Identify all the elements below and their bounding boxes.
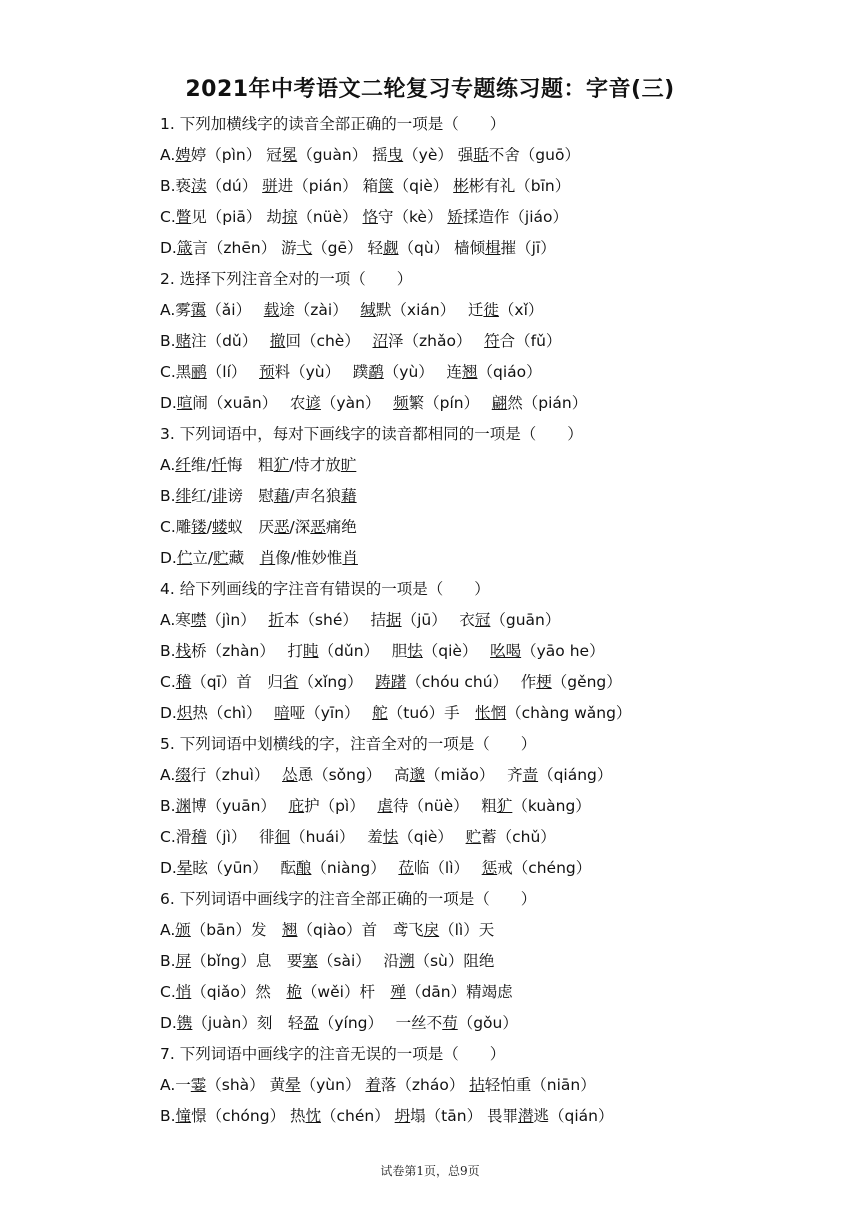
option-line	[160, 853, 850, 884]
option-line	[160, 977, 850, 1008]
question-stem	[160, 884, 850, 915]
underlined-char: 栈	[175, 642, 192, 660]
text-run: 像/惟妙惟	[275, 549, 343, 567]
option-line	[160, 512, 850, 543]
text-run: 行（zhuì）	[190, 766, 283, 784]
text-run: B.	[160, 332, 176, 350]
underlined-char: 纤	[175, 456, 191, 474]
text-run: 恿（sǒng） 高	[297, 766, 410, 784]
text-run: 4. 给下列画线的字注音有错误的一项是（ ）	[160, 580, 490, 598]
text-run: C.滑	[160, 828, 192, 846]
underlined-char: 啬	[522, 766, 539, 784]
option-line	[160, 636, 850, 667]
text-run: 护（pì）	[304, 797, 378, 815]
text-run: （bǐng）息 要	[191, 952, 303, 970]
underlined-char: 撤	[269, 332, 286, 350]
underlined-char: 殚	[390, 983, 406, 1001]
text-run: A.	[160, 456, 176, 474]
text-run: （yùn）	[300, 1076, 366, 1094]
text-run: 婷（pìn） 冠	[190, 146, 282, 164]
underlined-char: 楫	[485, 239, 501, 257]
text-run: 落（zháo）	[380, 1076, 470, 1094]
text-run: 逃（qián）	[533, 1107, 614, 1125]
underlined-char: 藉	[341, 487, 357, 505]
underlined-char: 翘	[281, 921, 298, 939]
text-run: 临（lì）	[413, 859, 482, 877]
text-run: （qiè）	[422, 642, 491, 660]
option-line	[160, 760, 850, 791]
underlined-char: 怯	[382, 828, 399, 846]
underlined-char: 载	[263, 301, 280, 319]
text-run: C.	[160, 208, 176, 226]
text-run: （chén）	[321, 1107, 395, 1125]
underlined-char: 屏	[175, 952, 192, 970]
text-run: 维/	[190, 456, 212, 474]
text-run: A.	[160, 921, 176, 939]
underlined-char: 恶	[274, 518, 290, 536]
option-line	[160, 698, 850, 729]
option-line	[160, 1008, 850, 1039]
page-title: 2021年中考语文二轮复习专题练习题：字音(三)	[185, 77, 675, 102]
text-run: D.	[160, 549, 177, 567]
text-run: 本（shé） 拮	[283, 611, 387, 629]
text-run: （gěng）	[551, 673, 622, 691]
text-run: D.	[160, 1014, 177, 1032]
option-line	[160, 233, 850, 264]
underlined-char: 怯	[407, 642, 423, 660]
underlined-char: 肖	[259, 549, 276, 567]
underlined-char: 晕	[176, 859, 193, 877]
text-run: 轻怕重（niān）	[484, 1076, 596, 1094]
text-run: （miǎo） 齐	[425, 766, 523, 784]
text-run: 塌（tān） 畏罪	[410, 1107, 518, 1125]
text-run: D.	[160, 704, 177, 722]
text-run: （chóu chú） 作	[406, 673, 537, 691]
underlined-char: 冠	[474, 611, 491, 629]
underlined-char: 聒	[473, 146, 489, 164]
text-run: （wěi）杆	[301, 983, 391, 1001]
text-run: （kuàng）	[512, 797, 591, 815]
text-run: 途（zài）	[279, 301, 361, 319]
text-run: 桥（zhàn） 打	[191, 642, 304, 660]
text-run: （chàng wǎng）	[506, 704, 632, 722]
option-line	[160, 388, 850, 419]
text-run: 立/	[192, 549, 214, 567]
text-run: （sài） 沿	[317, 952, 399, 970]
underlined-char: 舵	[372, 704, 388, 722]
text-run: 见（piā） 劫	[191, 208, 282, 226]
underlined-char: 晕	[285, 1076, 301, 1094]
underlined-char: 缄	[360, 301, 376, 319]
text-run: （yíng） 一丝不	[318, 1014, 443, 1032]
option-line	[160, 481, 850, 512]
text-run: （guān）	[490, 611, 561, 629]
text-run: D.	[160, 239, 177, 257]
underlined-char: 恶	[310, 518, 326, 536]
underlined-char: 沼	[372, 332, 389, 350]
underlined-char: 肖	[342, 549, 358, 567]
text-run: B.	[160, 487, 176, 505]
text-run: 回（chè）	[285, 332, 373, 350]
text-run: 博（yuān）	[191, 797, 289, 815]
text-run: （xǐng）	[298, 673, 376, 691]
text-run: B.	[160, 642, 176, 660]
text-run: 憬（chóng） 热	[191, 1107, 306, 1125]
text-run: 1. 下列加横线字的读音全部正确的一项是（ ）	[160, 115, 506, 133]
question-stem	[160, 419, 850, 450]
underlined-char: 庇	[288, 797, 305, 815]
underlined-char: 折	[268, 611, 284, 629]
option-line	[160, 295, 850, 326]
underlined-char: 省	[282, 673, 299, 691]
underlined-char: 忏	[211, 456, 228, 474]
text-run: （bān）发	[190, 921, 282, 939]
underlined-char: 惩	[481, 859, 498, 877]
question-stem	[160, 1039, 850, 1070]
text-run: （xǐ）	[498, 301, 544, 319]
text-run: 繁（pín）	[408, 394, 492, 412]
question-list	[160, 109, 850, 1132]
text-run: 悔 粗	[227, 456, 274, 474]
text-run: （lì）天	[439, 921, 495, 939]
underlined-char: 犷	[496, 797, 513, 815]
underlined-char: 徊	[274, 828, 291, 846]
option-line	[160, 543, 850, 574]
text-run: （shà） 黄	[206, 1076, 286, 1094]
text-run: 谤 慰	[227, 487, 274, 505]
underlined-char: 犷	[273, 456, 290, 474]
underlined-char: 怅惘	[475, 704, 507, 722]
text-run: （yè） 强	[403, 146, 474, 164]
option-line	[160, 202, 850, 233]
underlined-char: 着	[365, 1076, 381, 1094]
underlined-char: 冕	[281, 146, 298, 164]
underlined-char: 娉	[175, 146, 191, 164]
text-run: C.黑	[160, 363, 192, 381]
text-run: （yāo he）	[521, 642, 605, 660]
text-run: （jū） 衣	[401, 611, 475, 629]
text-run: 泽（zhǎo）	[388, 332, 485, 350]
text-run: 彬有礼（bīn）	[468, 177, 571, 195]
text-run: （qù） 樯倾	[398, 239, 486, 257]
text-run: A.雾	[160, 301, 191, 319]
text-run: 闹（xuān） 农	[192, 394, 306, 412]
underlined-char: 桅	[286, 983, 302, 1001]
underlined-char: 拈	[469, 1076, 485, 1094]
text-run: A.寒	[160, 611, 191, 629]
text-run: （gē） 轻	[312, 239, 383, 257]
text-run: （dú）	[206, 177, 263, 195]
underlined-char: 曳	[387, 146, 404, 164]
text-run: /	[206, 518, 212, 536]
option-line	[160, 822, 850, 853]
underlined-char: 徙	[483, 301, 499, 319]
text-run: 眩（yūn） 酝	[192, 859, 296, 877]
text-run: （qiáo）	[477, 363, 542, 381]
question-stem	[160, 264, 850, 295]
text-run: （qī）首 归	[191, 673, 283, 691]
underlined-char: 噤	[190, 611, 207, 629]
underlined-char: 霭	[190, 301, 207, 319]
text-run: （jìn）	[206, 611, 269, 629]
text-run: D.	[160, 394, 177, 412]
underlined-char: 炽	[176, 704, 193, 722]
underlined-char: 蝼	[212, 518, 228, 536]
underlined-char: 坍	[394, 1107, 411, 1125]
text-run: /深	[289, 518, 311, 536]
underlined-char: 骈	[262, 177, 278, 195]
text-run: 蚁 厌	[227, 518, 275, 536]
question-stem	[160, 729, 850, 760]
text-run: D.	[160, 859, 177, 877]
text-run: 痛绝	[325, 518, 357, 536]
underlined-char: 瞥	[175, 208, 192, 226]
text-run: C.	[160, 673, 176, 691]
underlined-char: 盈	[303, 1014, 319, 1032]
text-run: 藏	[228, 549, 260, 567]
text-run: /恃才放	[289, 456, 341, 474]
text-run: （qiè）	[393, 177, 454, 195]
text-run: （dān）精竭虑	[405, 983, 513, 1001]
text-run: 蓄（chǔ）	[481, 828, 556, 846]
text-run: 待（nüè） 粗	[392, 797, 497, 815]
underlined-char: 诽	[211, 487, 228, 505]
text-run: （gǒu）	[457, 1014, 518, 1032]
text-run: 然（pián）	[507, 394, 588, 412]
underlined-char: 伫	[176, 549, 193, 567]
underlined-char: 赌	[175, 332, 192, 350]
underlined-char: 弋	[296, 239, 313, 257]
text-run: 揉造作（jiáo）	[462, 208, 569, 226]
text-run: 热（chì）	[192, 704, 275, 722]
underlined-char: 觑	[382, 239, 399, 257]
option-line	[160, 326, 850, 357]
underlined-char: 莅	[398, 859, 414, 877]
text-run: C.雕	[160, 518, 192, 536]
text-run: 合（fǔ）	[499, 332, 562, 350]
text-run: 3. 下列词语中，每对下画线字的读音都相同的一项是（ ）	[160, 425, 583, 443]
option-line	[160, 667, 850, 698]
text-run: 5. 下列词语中划横线的字，注音全对的一项是（ ）	[160, 735, 537, 753]
text-run: B.	[160, 797, 176, 815]
underlined-char: 藉	[273, 487, 290, 505]
underlined-char: 频	[393, 394, 409, 412]
text-run: A.一	[160, 1076, 191, 1094]
option-line	[160, 1101, 850, 1132]
text-run: B.	[160, 1107, 176, 1125]
underlined-char: 戾	[423, 921, 440, 939]
underlined-char: 预	[259, 363, 275, 381]
option-line	[160, 791, 850, 822]
text-run: 红/	[191, 487, 212, 505]
text-run: 戒（chéng）	[497, 859, 592, 877]
text-run: （qiáng）	[538, 766, 613, 784]
text-run: 6. 下列词语中画线字的注音全部正确的一项是（ ）	[160, 890, 537, 908]
underlined-char: 掠	[281, 208, 298, 226]
underlined-char: 憧	[175, 1107, 192, 1125]
underlined-char: 箴	[176, 239, 193, 257]
underlined-char: 彬	[453, 177, 469, 195]
text-run: A.	[160, 766, 176, 784]
option-line	[160, 605, 850, 636]
underlined-char: 塞	[302, 952, 318, 970]
underlined-char: 颁	[175, 921, 191, 939]
underlined-char: 苟	[442, 1014, 458, 1032]
underlined-char: 缀	[175, 766, 191, 784]
text-run: 守（kè）	[378, 208, 448, 226]
text-run: （sù）阻绝	[414, 952, 495, 970]
underlined-char: 恪	[362, 208, 378, 226]
option-line	[160, 140, 850, 171]
underlined-char: 谚	[305, 394, 321, 412]
text-run: （ǎi）	[206, 301, 264, 319]
text-run: （lí）	[206, 363, 260, 381]
option-line	[160, 946, 850, 977]
underlined-char: 稽	[191, 828, 207, 846]
underlined-char: 镌	[176, 1014, 193, 1032]
text-run: （qiǎo）然	[191, 983, 287, 1001]
underlined-char: 贮	[213, 549, 229, 567]
text-run: （guàn） 摇	[297, 146, 388, 164]
text-run: 默（xián） 迁	[375, 301, 484, 319]
text-run: （jì） 徘	[206, 828, 275, 846]
text-run: C.	[160, 983, 176, 1001]
option-line	[160, 450, 850, 481]
text-run: /声名狼	[289, 487, 342, 505]
text-run: （huái） 羞	[290, 828, 383, 846]
question-stem	[160, 574, 850, 605]
text-run: （yù） 连	[383, 363, 462, 381]
underlined-char: 酿	[295, 859, 312, 877]
text-run: （yàn）	[320, 394, 394, 412]
underlined-char: 怂	[282, 766, 298, 784]
text-run: 7. 下列词语中画线字的注音无误的一项是（ ）	[160, 1045, 506, 1063]
underlined-char: 符	[484, 332, 500, 350]
option-line	[160, 1070, 850, 1101]
underlined-char: 溯	[398, 952, 415, 970]
text-run: 料（yù） 蹼	[274, 363, 369, 381]
text-run: （dǔn） 胆	[318, 642, 408, 660]
underlined-char: 贮	[465, 828, 482, 846]
option-line	[160, 171, 850, 202]
underlined-char: 潜	[518, 1107, 534, 1125]
underlined-char: 稽	[175, 673, 192, 691]
text-run: A.	[160, 146, 176, 164]
text-run: 不舍（guō）	[488, 146, 580, 164]
underlined-char: 梗	[536, 673, 552, 691]
underlined-char: 鹂	[191, 363, 207, 381]
underlined-char: 吆喝	[490, 642, 522, 660]
text-run: （qiè）	[398, 828, 466, 846]
underlined-char: 据	[386, 611, 402, 629]
text-run: （qiào）首 鸢飞	[297, 921, 424, 939]
text-run: 进（pián） 箱	[277, 177, 379, 195]
question-stem	[160, 109, 850, 140]
underlined-char: 忱	[305, 1107, 322, 1125]
underlined-char: 喧	[176, 394, 193, 412]
underlined-char: 邈	[409, 766, 425, 784]
underlined-char: 盹	[303, 642, 319, 660]
text-run: 哑（yīn）	[289, 704, 373, 722]
underlined-char: 镂	[191, 518, 207, 536]
underlined-char: 渊	[175, 797, 192, 815]
underlined-char: 矫	[447, 208, 463, 226]
underlined-char: 鹬	[368, 363, 384, 381]
underlined-char: 虐	[377, 797, 393, 815]
underlined-char: 喑	[274, 704, 290, 722]
underlined-char: 悄	[175, 983, 192, 1001]
underlined-char: 箧	[378, 177, 394, 195]
underlined-char: 踌躇	[375, 673, 407, 691]
underlined-char: 翘	[461, 363, 478, 381]
underlined-char: 翩	[491, 394, 508, 412]
option-line	[160, 357, 850, 388]
option-line	[160, 915, 850, 946]
text-run: 摧（jī）	[500, 239, 556, 257]
text-run: （tuó）手	[387, 704, 476, 722]
text-run: （nüè）	[297, 208, 363, 226]
text-run: （niàng）	[311, 859, 399, 877]
underlined-char: 霎	[190, 1076, 207, 1094]
text-run: （juàn）刻 轻	[192, 1014, 304, 1032]
underlined-char: 绯	[175, 487, 192, 505]
underlined-char: 渎	[191, 177, 207, 195]
underlined-char: 旷	[340, 456, 357, 474]
text-run: 言（zhēn） 游	[192, 239, 297, 257]
text-run: B.亵	[160, 177, 192, 195]
page-footer: 试卷第1页，总9页	[380, 1164, 480, 1178]
text-run: 2. 选择下列注音全对的一项（ ）	[160, 270, 413, 288]
text-run: B.	[160, 952, 176, 970]
text-run: 注（dǔ）	[191, 332, 270, 350]
